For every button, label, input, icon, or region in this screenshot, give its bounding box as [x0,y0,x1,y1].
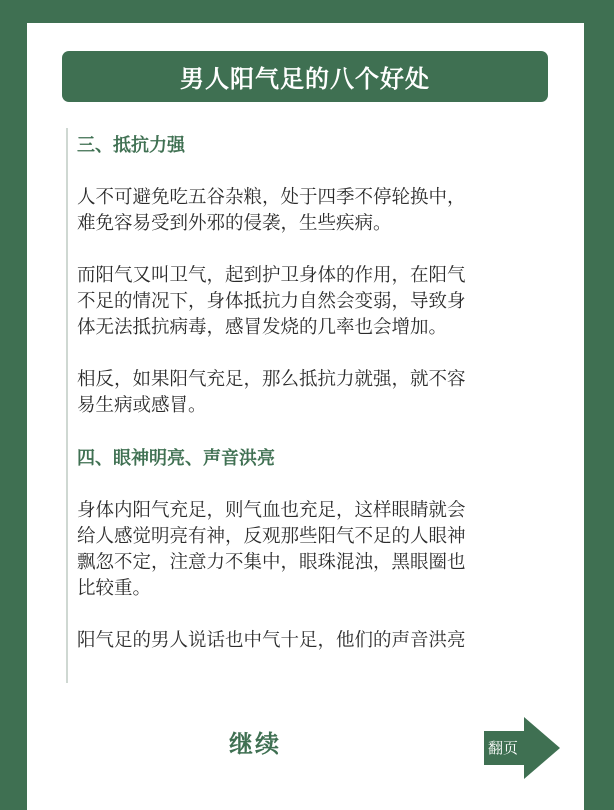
text-line: 人不可避免吃五谷杂粮，处于四季不停轮换中， [77,187,466,208]
accent-line [66,128,68,683]
text-line: 相反，如果阳气充足，那么抵抗力就强，就不容 [77,369,466,390]
next-page-button[interactable] [484,717,562,779]
text-line: 阳气足的男人说话也中气十足，他们的声音洪亮 [77,630,466,651]
text-line: 难免容易受到外邪的侵袭，生些疾病。 [77,213,392,234]
next-page-label: 翻页 [488,739,519,757]
paragraph [77,367,557,419]
text-line: 不足的情况下，身体抵抗力自然会变弱，导致身 [77,291,466,312]
text-line: 体无法抵抗病毒，感冒发烧的几率也会增加。 [77,317,448,338]
text-line: 身体内阳气充足，则气血也充足，这样眼睛就会 [77,500,466,521]
paragraph [77,628,557,654]
article-body [77,132,557,654]
paragraph [77,185,557,237]
text-line: 比较重。 [77,578,152,599]
section-heading-3: 三、抵抗力强 [77,135,185,156]
paragraph [77,498,557,602]
title-banner [62,51,548,102]
text-line: 而阳气又叫卫气，起到护卫身体的作用，在阳气 [77,265,466,286]
text-line: 易生病或感冒。 [77,395,207,416]
section-heading-4: 四、眼神明亮、声音洪亮 [77,448,275,469]
text-line: 飘忽不定，注意力不集中，眼珠混浊，黑眼圈也 [77,552,466,573]
page-title: 男人阳气足的八个好处 [180,65,430,93]
text-line: 给人感觉明亮有神，反观那些阳气不足的人眼神 [77,526,466,547]
paragraph [77,263,557,341]
continue-label: 继续 [229,730,281,758]
